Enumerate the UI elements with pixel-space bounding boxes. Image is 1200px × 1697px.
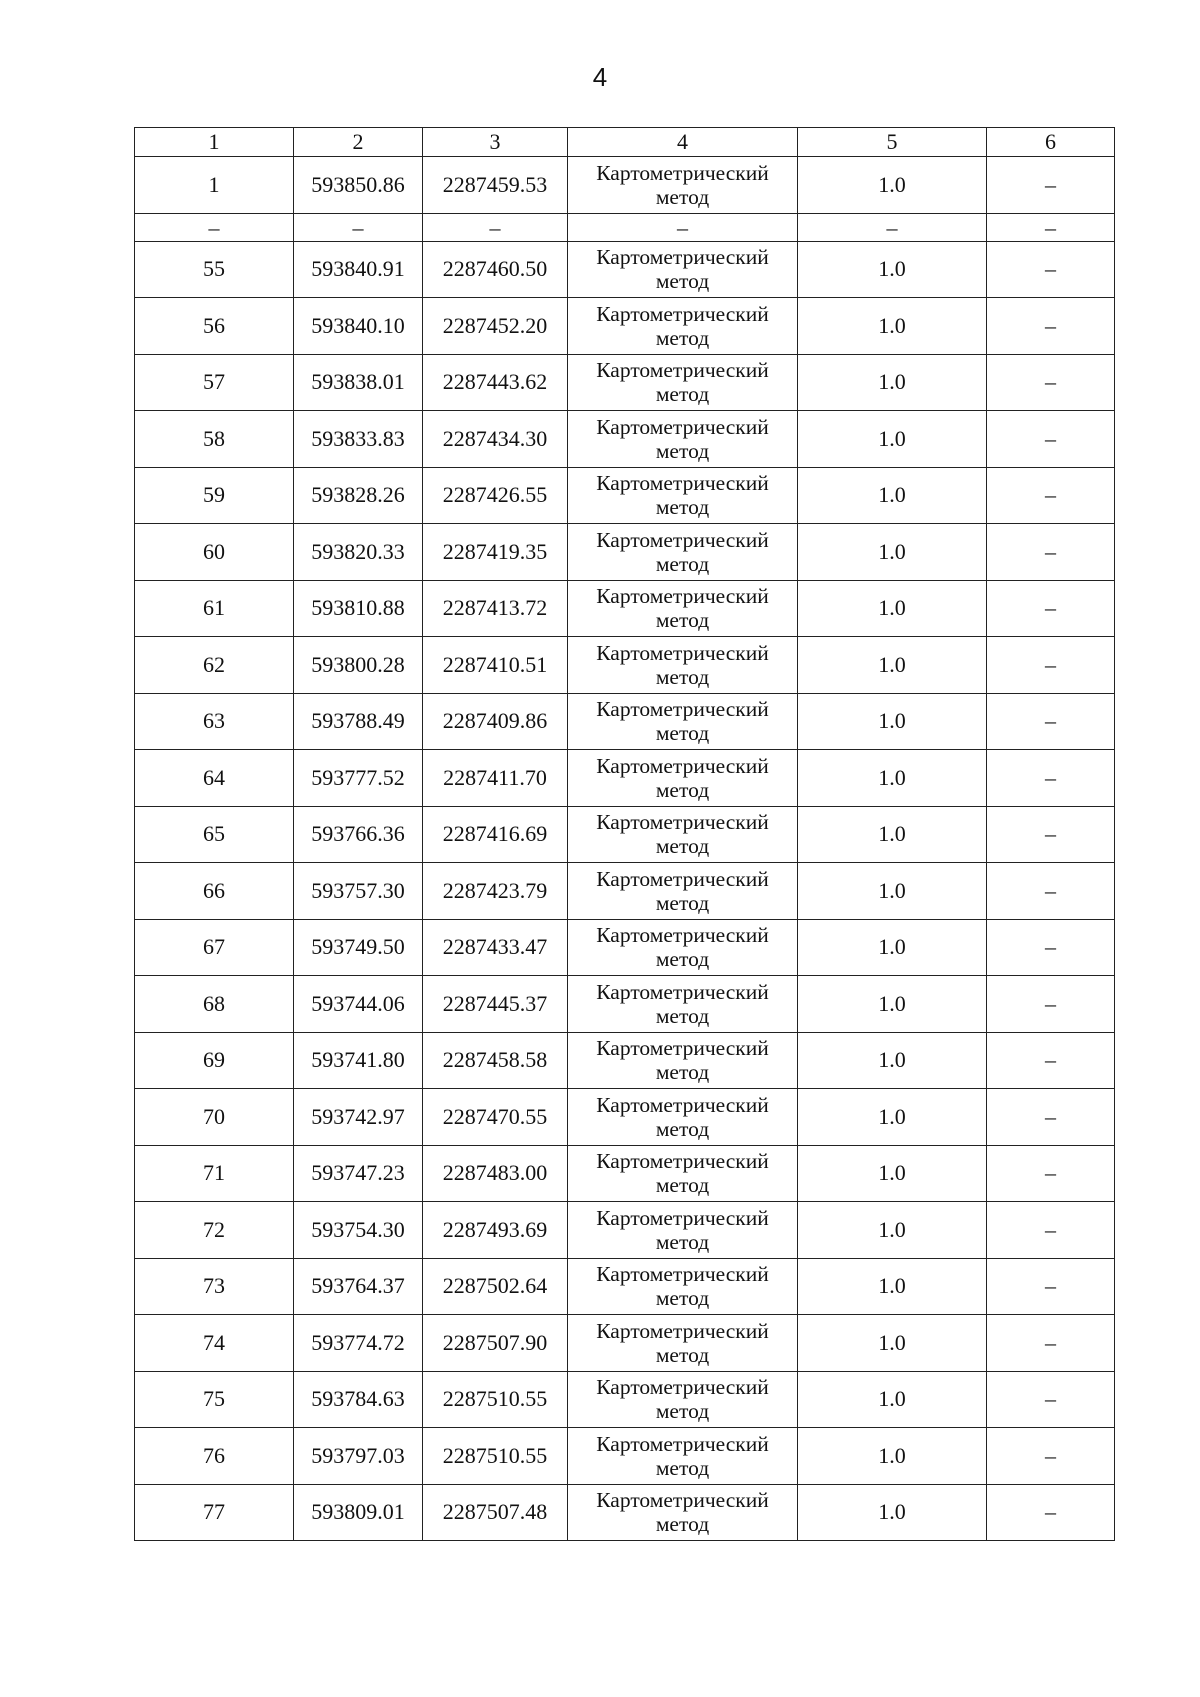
point-number-cell: 61 [135,580,294,637]
method-cell [568,580,798,637]
note-cell: – [987,1202,1115,1259]
coordinates-table [134,127,1115,1541]
table-row [135,1315,1115,1372]
accuracy-cell: 1.0 [798,1032,987,1089]
method-line-1: Картометрический [596,471,769,496]
x-coordinate-cell: 593744.06 [294,976,423,1033]
accuracy-cell: 1.0 [798,806,987,863]
accuracy-cell: 1.0 [798,750,987,807]
note-cell: – [987,1032,1115,1089]
table-row [135,806,1115,863]
point-number-cell: 59 [135,467,294,524]
point-number-cell: 77 [135,1484,294,1541]
point-number-cell: 66 [135,863,294,920]
method-line-2: метод [655,495,710,520]
note-cell: – [987,467,1115,524]
x-coordinate-cell: 593764.37 [294,1258,423,1315]
method-cell [568,1484,798,1541]
header-cell: 5 [798,128,987,157]
table-row [135,1202,1115,1259]
table-body [135,128,1115,1541]
method-line-2: метод [655,551,710,576]
header-row [135,128,1115,157]
method-line-1: Картометрический [596,1262,769,1287]
separator-cell: – [294,213,423,241]
accuracy-cell: 1.0 [798,411,987,468]
method-cell [568,1202,798,1259]
header-cell: 1 [135,128,294,157]
method-line-2: метод [655,1286,710,1311]
y-coordinate-cell: 2287510.55 [423,1371,568,1428]
header-cell: 6 [987,128,1115,157]
x-coordinate-cell: 593797.03 [294,1428,423,1485]
point-number-cell: 64 [135,750,294,807]
point-number-cell: 67 [135,919,294,976]
method-line-1: Картометрический [596,1205,769,1230]
method-cell [568,1032,798,1089]
method-cell [568,806,798,863]
header-cell: 2 [294,128,423,157]
table-row [135,750,1115,807]
table-row [135,298,1115,355]
accuracy-cell: 1.0 [798,524,987,581]
method-line-2: метод [655,664,710,689]
x-coordinate-cell: 593747.23 [294,1145,423,1202]
y-coordinate-cell: 2287426.55 [423,467,568,524]
method-line-1: Картометрический [596,640,769,665]
method-line-1: Картометрический [596,245,769,270]
accuracy-cell: 1.0 [798,976,987,1033]
method-cell [568,411,798,468]
accuracy-cell: 1.0 [798,863,987,920]
accuracy-cell: 1.0 [798,241,987,298]
method-line-1: Картометрический [596,923,769,948]
y-coordinate-cell: 2287507.90 [423,1315,568,1372]
point-number-cell: 58 [135,411,294,468]
method-line-2: метод [655,1003,710,1028]
separator-cell: – [798,213,987,241]
method-line-1: Картометрический [596,1375,769,1400]
method-line-2: метод [655,608,710,633]
method-line-1: Картометрический [596,1431,769,1456]
accuracy-cell: 1.0 [798,1484,987,1541]
point-number-cell: 63 [135,693,294,750]
method-line-1: Картометрический [596,697,769,722]
y-coordinate-cell: 2287483.00 [423,1145,568,1202]
method-cell [568,919,798,976]
note-cell: – [987,524,1115,581]
header-cell: 3 [423,128,568,157]
x-coordinate-cell: 593833.83 [294,411,423,468]
header-cell: 4 [568,128,798,157]
method-line-1: Картометрический [596,1092,769,1117]
method-cell [568,1428,798,1485]
table-row [135,863,1115,920]
method-line-2: метод [655,947,710,972]
point-number-cell: 74 [135,1315,294,1372]
x-coordinate-cell: 593766.36 [294,806,423,863]
note-cell: – [987,298,1115,355]
accuracy-cell: 1.0 [798,919,987,976]
accuracy-cell: 1.0 [798,1202,987,1259]
x-coordinate-cell: 593800.28 [294,637,423,694]
method-line-1: Картометрический [596,979,769,1004]
method-line-2: метод [655,1173,710,1198]
table-row [135,1258,1115,1315]
y-coordinate-cell: 2287413.72 [423,580,568,637]
method-cell [568,1371,798,1428]
x-coordinate-cell: 593774.72 [294,1315,423,1372]
table-row [135,637,1115,694]
y-coordinate-cell: 2287458.58 [423,1032,568,1089]
x-coordinate-cell: 593828.26 [294,467,423,524]
x-coordinate-cell: 593810.88 [294,580,423,637]
point-number-cell: 1 [135,157,294,214]
note-cell: – [987,806,1115,863]
x-coordinate-cell: 593809.01 [294,1484,423,1541]
method-line-2: метод [655,834,710,859]
note-cell: – [987,1089,1115,1146]
note-cell: – [987,1484,1115,1541]
y-coordinate-cell: 2287459.53 [423,157,568,214]
accuracy-cell: 1.0 [798,467,987,524]
table-row [135,919,1115,976]
point-number-cell: 56 [135,298,294,355]
method-cell [568,693,798,750]
separator-cell: – [987,213,1115,241]
accuracy-cell: 1.0 [798,1315,987,1372]
y-coordinate-cell: 2287411.70 [423,750,568,807]
note-cell: – [987,411,1115,468]
table-row [135,1089,1115,1146]
point-number-cell: 60 [135,524,294,581]
method-cell [568,354,798,411]
method-line-2: метод [655,382,710,407]
point-number-cell: 75 [135,1371,294,1428]
y-coordinate-cell: 2287410.51 [423,637,568,694]
method-line-2: метод [655,1342,710,1367]
method-line-1: Картометрический [596,1036,769,1061]
method-line-1: Картометрический [596,1488,769,1513]
point-number-cell: 62 [135,637,294,694]
note-cell: – [987,863,1115,920]
accuracy-cell: 1.0 [798,1428,987,1485]
table-row [135,693,1115,750]
method-cell [568,241,798,298]
method-line-2: метод [655,325,710,350]
method-line-1: Картометрический [596,753,769,778]
note-cell: – [987,157,1115,214]
x-coordinate-cell: 593784.63 [294,1371,423,1428]
method-cell [568,157,798,214]
y-coordinate-cell: 2287510.55 [423,1428,568,1485]
table-row [135,411,1115,468]
method-line-1: Картометрический [596,414,769,439]
method-line-2: метод [655,1455,710,1480]
accuracy-cell: 1.0 [798,1258,987,1315]
accuracy-cell: 1.0 [798,693,987,750]
x-coordinate-cell: 593777.52 [294,750,423,807]
y-coordinate-cell: 2287502.64 [423,1258,568,1315]
method-line-1: Картометрический [596,866,769,891]
method-cell [568,1089,798,1146]
y-coordinate-cell: 2287452.20 [423,298,568,355]
y-coordinate-cell: 2287443.62 [423,354,568,411]
method-line-2: метод [655,1399,710,1424]
method-line-2: метод [655,269,710,294]
point-number-cell: 65 [135,806,294,863]
table-row [135,580,1115,637]
method-cell [568,467,798,524]
y-coordinate-cell: 2287470.55 [423,1089,568,1146]
x-coordinate-cell: 593840.91 [294,241,423,298]
table-row [135,241,1115,298]
method-line-1: Картометрический [596,1318,769,1343]
y-coordinate-cell: 2287433.47 [423,919,568,976]
method-line-1: Картометрический [596,810,769,835]
point-number-cell: 69 [135,1032,294,1089]
note-cell: – [987,580,1115,637]
method-line-1: Картометрический [596,527,769,552]
accuracy-cell: 1.0 [798,637,987,694]
point-number-cell: 68 [135,976,294,1033]
table-row [135,354,1115,411]
method-line-1: Картометрический [596,1149,769,1174]
table-row [135,467,1115,524]
method-cell [568,750,798,807]
accuracy-cell: 1.0 [798,580,987,637]
method-line-2: метод [655,1229,710,1254]
table-row [135,1371,1115,1428]
separator-cell: – [135,213,294,241]
x-coordinate-cell: 593838.01 [294,354,423,411]
note-cell: – [987,750,1115,807]
method-line-2: метод [655,438,710,463]
page-number: 4 [592,62,608,92]
point-number-cell: 76 [135,1428,294,1485]
point-number-cell: 71 [135,1145,294,1202]
x-coordinate-cell: 593757.30 [294,863,423,920]
accuracy-cell: 1.0 [798,1145,987,1202]
note-cell: – [987,693,1115,750]
method-line-1: Картометрический [596,358,769,383]
note-cell: – [987,1371,1115,1428]
y-coordinate-cell: 2287445.37 [423,976,568,1033]
method-cell [568,1258,798,1315]
x-coordinate-cell: 593788.49 [294,693,423,750]
note-cell: – [987,354,1115,411]
point-number-cell: 73 [135,1258,294,1315]
x-coordinate-cell: 593840.10 [294,298,423,355]
x-coordinate-cell: 593749.50 [294,919,423,976]
method-line-1: Картометрический [596,584,769,609]
accuracy-cell: 1.0 [798,157,987,214]
point-number-cell: 57 [135,354,294,411]
y-coordinate-cell: 2287423.79 [423,863,568,920]
separator-cell: – [568,213,798,241]
table-row [135,524,1115,581]
note-cell: – [987,1145,1115,1202]
method-cell [568,1145,798,1202]
note-cell: – [987,1315,1115,1372]
method-line-2: метод [655,1060,710,1085]
y-coordinate-cell: 2287416.69 [423,806,568,863]
method-line-2: метод [655,890,710,915]
x-coordinate-cell: 593754.30 [294,1202,423,1259]
point-number-cell: 55 [135,241,294,298]
note-cell: – [987,241,1115,298]
accuracy-cell: 1.0 [798,1089,987,1146]
accuracy-cell: 1.0 [798,354,987,411]
method-line-2: метод [655,184,710,209]
table-row [135,976,1115,1033]
method-cell [568,637,798,694]
y-coordinate-cell: 2287419.35 [423,524,568,581]
y-coordinate-cell: 2287409.86 [423,693,568,750]
separator-cell: – [423,213,568,241]
x-coordinate-cell: 593820.33 [294,524,423,581]
accuracy-cell: 1.0 [798,298,987,355]
x-coordinate-cell: 593742.97 [294,1089,423,1146]
note-cell: – [987,1258,1115,1315]
table-row [135,157,1115,214]
note-cell: – [987,1428,1115,1485]
method-line-2: метод [655,777,710,802]
x-coordinate-cell: 593850.86 [294,157,423,214]
x-coordinate-cell: 593741.80 [294,1032,423,1089]
table-row [135,1428,1115,1485]
y-coordinate-cell: 2287507.48 [423,1484,568,1541]
y-coordinate-cell: 2287493.69 [423,1202,568,1259]
method-line-1: Картометрический [596,301,769,326]
point-number-cell: 72 [135,1202,294,1259]
method-line-2: метод [655,1512,710,1537]
method-cell [568,976,798,1033]
table-row [135,1145,1115,1202]
method-line-1: Картометрический [596,160,769,185]
method-line-2: метод [655,1116,710,1141]
method-cell [568,298,798,355]
point-number-cell: 70 [135,1089,294,1146]
table-row [135,1032,1115,1089]
y-coordinate-cell: 2287434.30 [423,411,568,468]
note-cell: – [987,976,1115,1033]
method-cell [568,1315,798,1372]
note-cell: – [987,637,1115,694]
table-row [135,1484,1115,1541]
note-cell: – [987,919,1115,976]
y-coordinate-cell: 2287460.50 [423,241,568,298]
method-cell [568,524,798,581]
method-cell [568,863,798,920]
accuracy-cell: 1.0 [798,1371,987,1428]
separator-row [135,213,1115,241]
method-line-2: метод [655,721,710,746]
